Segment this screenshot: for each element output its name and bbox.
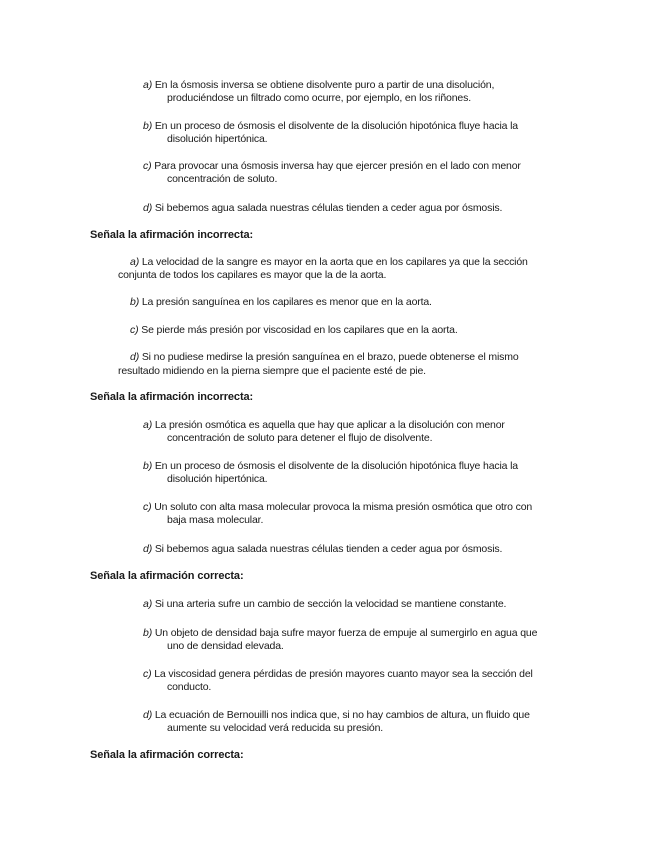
- option-c: [143, 668, 563, 694]
- option-d: [143, 709, 563, 735]
- option-text: Para provocar una ósmosis inversa hay que ejercer presión en el lado con menor: [154, 160, 521, 172]
- option-text-continued: baja masa molecular.: [167, 514, 264, 526]
- option-a-continued: [118, 269, 563, 282]
- option-letter: c): [143, 501, 152, 513]
- option-text-continued: disolución hipertónica.: [167, 133, 268, 145]
- option-d: [143, 202, 563, 215]
- option-a: [143, 598, 563, 611]
- option-d: [130, 351, 560, 364]
- question-heading: Señala la afirmación correcta:: [90, 570, 244, 582]
- option-text: Se pierde más presión por viscosidad en los capilares que en la aorta.: [141, 324, 458, 336]
- question-heading: Señala la afirmación correcta:: [90, 749, 244, 761]
- option-d-continued: [118, 365, 563, 378]
- option-text-continued: conducto.: [167, 681, 212, 693]
- option-text-continued: uno de densidad elevada.: [167, 640, 284, 652]
- option-c: [130, 324, 560, 337]
- option-letter: d): [143, 709, 153, 721]
- option-letter: a): [130, 256, 140, 268]
- option-text-continued: concentración de soluto.: [167, 173, 278, 185]
- option-d: [143, 543, 563, 556]
- option-letter: d): [130, 351, 140, 363]
- option-text: Si bebemos agua salada nuestras células tienden a ceder agua por ósmosis.: [154, 543, 503, 555]
- option-letter: c): [143, 160, 152, 172]
- option-letter: b): [143, 627, 153, 639]
- option-text: La presión sanguínea en los capilares es menor que en la aorta.: [141, 296, 432, 308]
- option-b: [143, 627, 563, 653]
- option-letter: d): [143, 202, 153, 214]
- option-text: Si no pudiese medirse la presión sanguínea en el brazo, puede obtenerse el mismo: [141, 351, 519, 363]
- option-letter: c): [143, 668, 152, 680]
- option-text: Un objeto de densidad baja sufre mayor fuerza de empuje al sumergirlo en agua que: [154, 627, 538, 639]
- option-a: [143, 419, 563, 445]
- option-text: Si bebemos agua salada nuestras células tienden a ceder agua por ósmosis.: [154, 202, 503, 214]
- option-text: La viscosidad genera pérdidas de presión mayores cuanto mayor sea la sección del: [154, 668, 533, 680]
- option-b: [143, 460, 563, 486]
- option-letter: a): [143, 79, 153, 91]
- option-letter: b): [143, 120, 153, 132]
- option-letter: d): [143, 543, 153, 555]
- option-text-continued: concentración de soluto para detener el flujo de disolvente.: [167, 432, 433, 444]
- option-text-continued: produciéndose un filtrado como ocurre, por ejemplo, en los riñones.: [167, 92, 471, 104]
- option-text-continued: aumente su velocidad verá reducida su presión.: [167, 722, 384, 734]
- option-c: [143, 160, 563, 186]
- option-a: [143, 79, 563, 105]
- option-b: [130, 296, 560, 309]
- question-heading: Señala la afirmación incorrecta:: [90, 391, 254, 403]
- option-text: La velocidad de la sangre es mayor en la aorta que en los capilares ya que la sección: [141, 256, 528, 268]
- option-text: Un soluto con alta masa molecular provoca la misma presión osmótica que otro con: [154, 501, 533, 513]
- option-letter: c): [130, 324, 139, 336]
- option-b: [143, 120, 563, 146]
- option-text-continued: disolución hipertónica.: [167, 473, 268, 485]
- option-letter: b): [130, 296, 140, 308]
- question-heading: Señala la afirmación incorrecta:: [90, 229, 254, 241]
- option-letter: a): [143, 598, 153, 610]
- option-a: [130, 256, 560, 269]
- option-text-continued: conjunta de todos los capilares es mayor que la de la aorta.: [118, 269, 387, 281]
- option-text: La presión osmótica es aquella que hay que aplicar a la disolución con menor: [154, 419, 505, 431]
- option-text: En un proceso de ósmosis el disolvente de la disolución hipotónica fluye hacia la: [154, 120, 518, 132]
- option-text: En un proceso de ósmosis el disolvente de la disolución hipotónica fluye hacia la: [154, 460, 518, 472]
- option-text-continued: resultado midiendo en la pierna siempre que el paciente esté de pie.: [118, 365, 426, 377]
- option-letter: a): [143, 419, 153, 431]
- option-c: [143, 501, 563, 527]
- option-text: La ecuación de Bernouilli nos indica que, si no hay cambios de altura, un fluido que: [154, 709, 530, 721]
- option-text: Si una arteria sufre un cambio de sección la velocidad se mantiene constante.: [154, 598, 507, 610]
- option-letter: b): [143, 460, 153, 472]
- option-text: En la ósmosis inversa se obtiene disolvente puro a partir de una disolución,: [154, 79, 495, 91]
